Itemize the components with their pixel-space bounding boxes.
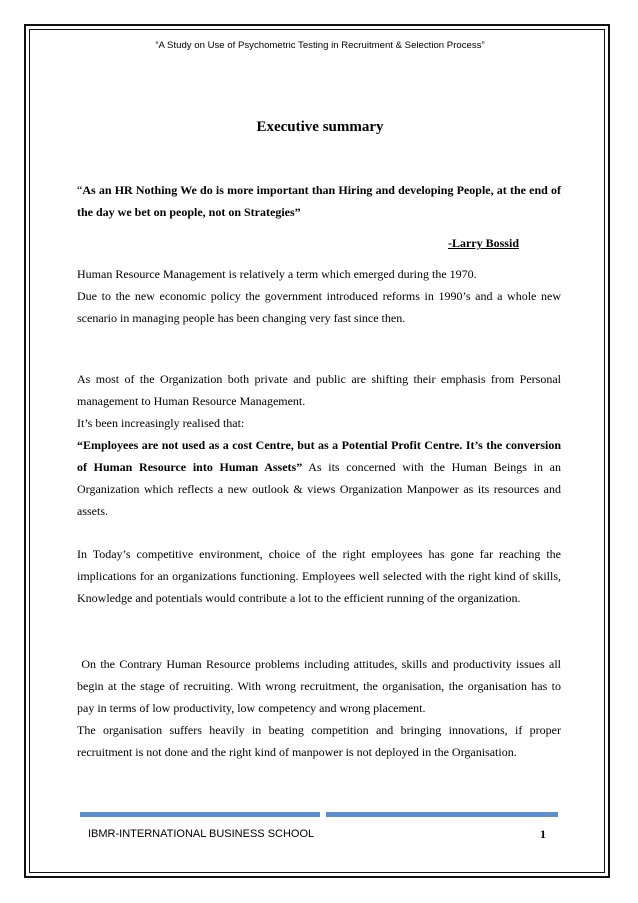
footer-rule-notch <box>320 812 326 817</box>
quote-text: As an HR Nothing We do is more important than Hiring and developing People, at the end of the day we bet on people, not on Strategies” <box>77 183 561 219</box>
page-title: Executive summary <box>256 119 384 135</box>
paragraph-4-line-2: The organisation suffers heavily in beating competition and bringing innovations, if proper recruitment is not done and the right kind of manpower is not deployed in the Organisation. <box>77 723 561 759</box>
paragraph-2-line-2: It’s been increasingly realised that: <box>77 416 245 430</box>
paragraph-2-rest: As its concerned with the Human Beings in an Organization which reflects a new outlook & views Organization Manpower as its resources and assets. <box>77 460 561 518</box>
paragraph-2-line-1: As most of the Organization both private and public are shifting their emphasis from Personal management to Human Resource Management. <box>77 372 561 408</box>
paragraph-3-text: In Today’s competitive environment, choice of the right employees has gone far reaching the implications for an organizations functioning. Employees well selected with the right kind of skills, Knowledge and potentials would contribute a lot to the efficient running of the organization. <box>77 547 561 605</box>
emphasis-quote: “Employees are not used as a cost Centre, but as a Potential Profit Centre. It’s the conversion of Human Resource into Human Assets” <box>77 438 561 474</box>
paragraph-1-line-1: Human Resource Management is relatively a term which emerged during the 1970. <box>77 267 477 281</box>
running-header: “A Study on Use of Psychometric Testing in Recruitment & Selection Process” <box>155 40 485 51</box>
paragraph-1 <box>77 263 561 329</box>
opening-quote <box>77 179 561 223</box>
footer-rule <box>80 812 558 817</box>
paragraph-2 <box>77 368 561 522</box>
paragraph-4 <box>77 653 565 763</box>
paragraph-4-line-1: On the Contrary Human Resource problems including attitudes, skills and productivity issues all begin at the stage of recruiting. With wrong recruitment, the organisation, the organisation has to pay in terms of low productivity, low competency and wrong placement. <box>77 657 565 715</box>
footer-school-name: IBMR-INTERNATIONAL BUSINESS SCHOOL <box>88 828 315 840</box>
paragraph-1-line-2: Due to the new economic policy the government introduced reforms in 1990’s and a whole new scenario in managing people has been changing very fast since then. <box>77 289 561 325</box>
quote-attribution: -Larry Bossid <box>447 236 519 250</box>
paragraph-3 <box>77 543 561 609</box>
paragraph-2-line-3 <box>77 434 561 522</box>
quote-open-mark: “ <box>77 183 83 197</box>
page-number: 1 <box>540 827 546 841</box>
